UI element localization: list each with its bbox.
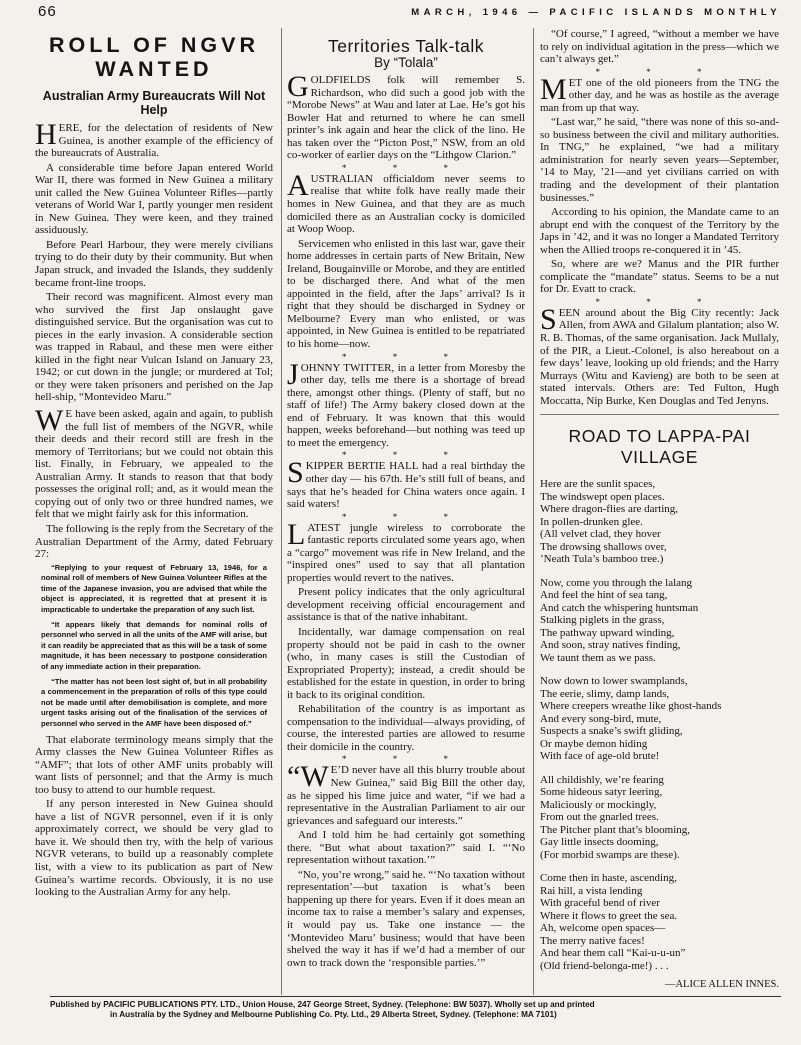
paragraph: AUSTRALIAN officialdom never seems to realise that white folk have really made their homes in New Guinea, and that they are as much domiciled there as an Australian cocky is domiciled at Woop Woop. (287, 168, 525, 236)
drop-cap: A (287, 168, 309, 202)
poem-author: —ALICE ALLEN INNES. (664, 979, 779, 991)
poem-line: Suspects a snake’s swift gliding, (540, 725, 683, 738)
poem-line: Gay little insects dooming, (540, 836, 659, 849)
paragraph: W E have been asked, again and again, to publish the full list of members of the NGVR, while their deeds and their record still are fresh in the memory of Territorians; but we could not obtain this list. Finally, in February, we appealed to the Australian Army. It stands to reason that that body possesses the original roll; and, as it would mean the copying out of only two or three hundred names, we felt that we might fairly ask for this information. (35, 404, 273, 521)
poem-line: Or maybe demon hiding (540, 737, 648, 750)
poem-line: Where creepers wreathe like ghost-hands (540, 700, 722, 713)
drop-cap: G (287, 70, 309, 104)
drop-cap: W (35, 404, 64, 438)
poem-line: We taunt them as we pass. (540, 651, 656, 664)
paragraph: LATEST jungle wireless to corroborate the fantastic reports circulated some years ago, when a “cargo” movement was rife in New Ireland, and the “inspired ones” used to say that all plantation properties would revert to the natives. (287, 517, 525, 584)
paragraph: That elaborate terminology means simply that the Army classes the New Guinea Volunteer Rifles as “AMF”; that lots of other AMF units probably will want lists of personnel; and that the Army is much too busy to attend to our humble request. (35, 733, 273, 796)
paragraph: “No, you’re wrong,” said he. “‘No taxation without representation’—but taxation is what’s been happening up there for years. Even if it does mean an income tax to raise a member’s salary and expenses, it would pay us. Take one instance — the ‘Montevideo Maru’ business; would that have been shelved the way it has if we’d had a member of our own to track down the ‘responsible parties.’” (287, 868, 525, 969)
poem-line: All childishly, we’re fearing (540, 773, 664, 786)
poem-line: Now down to lower swamplands, (540, 675, 688, 688)
column-3 (540, 28, 779, 992)
poem-line: Ah, welcome open spaces— (540, 922, 666, 935)
byline: By “Tolala” (374, 54, 438, 70)
page-number: 66 (38, 3, 57, 20)
drop-cap: S (287, 456, 304, 490)
poem-stanza (540, 675, 779, 763)
paragraph: MET one of the old pioneers from the TNG the other day, and he was as hostile as the average man from up that way. (540, 72, 779, 114)
column-2 (287, 28, 525, 971)
poem-line: Come then in haste, ascending, (540, 872, 677, 885)
poem-line: Stalking piglets in the grass, (540, 614, 665, 627)
paragraph: GOLDFIELDS folk will remember S. Richardson, who did such a good job with the “Morobe News” at Wau and later at Lae. He’s got his Bowler Hat and returned to where he can smell printer’s ink again and hear the click of the lino. He has taken over the “Picton Post,” NSW, from an old co-worker of earlier days on the “Lithgow Clarion.” (287, 70, 525, 162)
poem-title: ROAD TO LAPPA-PAI VILLAGE (540, 414, 779, 468)
paragraph: A considerable time before Japan entered World War II, there was formed in New Guinea a military unit called the New Guinea Volunteer Rifles—partly veterans of World War I, partly younger men resident in New Guinea. They were keen, and they trained assiduously. (35, 161, 273, 237)
paragraph: HERE, for the delectation of residents of New Guinea, is another example of the efficiency of the bureaucrats of Australia. (35, 118, 273, 160)
poem-line: And feel the hint of sea tang, (540, 589, 668, 602)
poem-line: (Old friend-belonga-me!) . . . (540, 959, 669, 972)
poem-line: The pathway upward winding, (540, 626, 675, 639)
paragraph: If any person interested in New Guinea should have a list of NGVR personnel, even if it is only approximately correct, we should be very glad to have it. We should then try, with the help of various NGVR veterans, to build up a reasonably complete list, with a view to its publication as part of New Guinea’s wartime records. Obviously, it is no use looking to the Australian Army for any help. (35, 798, 273, 899)
page-header (38, 3, 781, 23)
paragraph: “W E’D never have all this blurry trouble about New Guinea,” said Big Bill the other day, as he sipped his lime juice and water, “if we had a representative in the Australian Parliament to air our grievances and safeguard our interests.” (287, 760, 525, 827)
poem-line: In pollen-drunken glee. (540, 515, 643, 528)
paragraph: “Last war,” he said, “there was none of this so-and-so business between the civil and military authorities. In TNG,” he explained, “we had a military administration for nearly seven years—September, ’14 to May, ’21—and yet civilians carried on with trading and the development of their plantation businesses.” (540, 116, 779, 204)
army-reply-quote: “The matter has not been lost sight of, but in all probability a commencement in the preparation of rolls of this type could not be made until after demobilisation is complete, and more urgent tasks arising out of the finalisation of the services of personnel who served in the AMF have been disposed of.” (41, 676, 267, 728)
poem-line: The drowsing shallows over, (540, 540, 667, 553)
poem-stanza (540, 577, 779, 665)
section-divider: * * * (342, 754, 470, 765)
poem-line: (For morbid swamps are these). (540, 848, 680, 861)
section-divider: * * * (595, 66, 724, 77)
imprint-line: in Australia by the Sydney and Melbourne Publishing Co. Pty. Ltd., 29 Alberta Street, Sydney. (Telephone: MA 7101) (110, 1010, 557, 1019)
poem-line: Rai hill, a vista lending (540, 884, 643, 897)
column-title: Territories Talk-talk (327, 36, 485, 56)
poem-line: And catch the whispering huntsman (540, 601, 699, 614)
paragraph: Rehabilitation of the country is as important as compensation to the individual—always providing, of course, the interested parties are allowed to resume their domicile in the country. (287, 703, 525, 753)
army-reply-quote: “It appears likely that demands for nominal rolls of personnel who served in all the units of the AMF will arise, but it can readily be appreciated that as this will be a task of some magnitude, it has been necessary to postpone consideration of any immediate action in their preparation. (41, 619, 267, 671)
paragraph: Before Pearl Harbour, they were merely civilians trying to do their duty by their community. But when Japan struck, and invaded the Islands, they suddenly became front-line troops. (35, 238, 273, 289)
poem-line: With graceful bend of river (540, 897, 660, 910)
poem-line: And soon, stray natives finding, (540, 639, 681, 652)
drop-cap: M (540, 72, 567, 106)
poem-line: The eerie, slimy, damp lands, (540, 687, 670, 700)
drop-cap: “W (287, 760, 329, 794)
article-subheadline: Australian Army Bureaucrats Will Not Help (42, 89, 266, 117)
paragraph: And I told him he had certainly got something there. “But what about taxation?” said I. “‘No representation without taxation.’” (287, 829, 525, 867)
poem-line: Some hideous satyr leering, (540, 786, 663, 799)
column-rule (533, 28, 534, 995)
poem-line: The merry native faces! (540, 934, 645, 947)
section-divider: * * * (342, 450, 470, 461)
poem-stanza (540, 872, 779, 972)
section-divider: * * * (595, 296, 724, 307)
paragraph: Incidentally, war damage compensation on real property should not be paid in cash to the owner (who, in many cases is still the Custodian of Expropriated Property); instead, a credit should be established for the estate in question, in order to bring it back to its original condition. (287, 625, 525, 701)
paragraph: According to his opinion, the Mandate came to an abrupt end with the conquest of the Territory by the Japs in ’42, and it was no longer a Mandated Territory when the Allied troops re-conquered it in ’45. (540, 206, 779, 256)
poem-line: Where dragon-flies are darting, (540, 503, 679, 516)
poem (540, 478, 779, 992)
paragraph: Servicemen who enlisted in this last war, gave their home addresses in certain parts of New Britain, New Ireland, Bougainville or Morobe, and they are entitled to be discharged there. And what of the men appointed in the field, after the Japs’ arrival? Is it right that they should be discharged in Sydney or Melbourne? Every man who enlisted, or was appointed, in New Guinea is entitled to be repatriated to his home—now. (287, 237, 525, 351)
army-reply-quote: “Replying to your request of February 13, 1946, for a nominal roll of members of New Guinea Volunteer Rifles at the time of the Japanese invasion, you are advised that while the object is appreciated, it is regretted that at present it is impracticable to undertake the preparation of any such list. (41, 562, 267, 614)
drop-cap: H (35, 118, 57, 151)
poem-line: And hear them call “Kai-u-u-un” (540, 947, 686, 960)
column-rule (281, 28, 282, 995)
section-divider: * * * (342, 162, 470, 173)
poem-line: The windswept open places. (540, 490, 665, 503)
paragraph: Their record was magnificent. Almost every man who survived the first Jap onslaught gave distinguished service. But the organisation was cut to pieces in the early invasion. A considerable section was trapped in Rabaul, and these men were either killed in the fight near Vulcan Island on January 23, 1942; or cut down in the jungle; or murdered at Tol; or they were taken prisoners and perished on the Jap hell-ship, “Montevideo Maru.” (35, 291, 273, 404)
poem-line: Now, come you through the lalang (540, 576, 693, 589)
poem-line: Where it flows to greet the sea. (540, 909, 678, 922)
poem-line: Here are the sunlit spaces, (540, 478, 656, 491)
column-1 (35, 28, 273, 901)
poem-line: (All velvet clad, they hover (540, 528, 661, 541)
poem-stanza (540, 774, 779, 862)
poem-line: With face of age-old brute! (540, 750, 660, 763)
section-divider: * * * (342, 511, 470, 522)
drop-cap: L (287, 517, 306, 551)
publisher-imprint (50, 996, 781, 1020)
poem-line: From out the gnarled trees. (540, 811, 659, 824)
paragraph: So, where are we? Manus and the PIR further complicate the “mandate” status. Seems to be a nut for Dr. Evatt to crack. (540, 258, 779, 296)
poem-line: ’Neath Tula’s bamboo tree.) (540, 553, 664, 566)
section-divider: * * * (342, 351, 470, 362)
drop-cap: S (540, 302, 557, 336)
paragraph: JOHNNY TWITTER, in a letter from Moresby the other day, tells me there is a shortage of bread there, amongst other things. (Plenty of staff, but no staff of life!) The Army bakery closed down at the end of February. It was known that this would happen, weeks beforehand—but nothing was teed up to meet the emergency. (287, 357, 525, 449)
paragraph: SKIPPER BERTIE HALL had a real birthday the other day — his 67th. He’s still full of beans, and says that he’s headed for China waters once again. I said waters! (287, 456, 525, 511)
poem-stanza (540, 478, 779, 566)
poem-line: The Pitcher plant that’s blooming, (540, 823, 691, 836)
paragraph: “Of course,” I agreed, “without a member we have to rely on individual agitation in the press—which we can’t always get.” (540, 28, 779, 66)
poem-line: Maliciously or mockingly, (540, 798, 657, 811)
paragraph: Present policy indicates that the only agricultural development receiving official encouragement and assistance is that of the native inhabitant. (287, 586, 525, 624)
paragraph: The following is the reply from the Secretary of the Australian Department of the Army, dated February 27: (35, 522, 273, 561)
drop-cap: J (287, 357, 299, 391)
article-headline: ROLL OF NGVR WANTED (48, 33, 260, 81)
paragraph: SEEN around about the Big City recently: Jack Allen, from AWA and Gilalum plantation; also W. R. B. Thomas, of the same organisation. Jack Mullaly, of the PIR, a Lieut.-Colonel, is also hereabout on a few days’ leave, looking up old friends; and the Harry Murrays (Witu and Kavieng) are both to be seen at stated intervals. Others are: Ted Fulton, Hugh Moccatta, Nip Burke, Ken Douglas and Ted Jenyns. (540, 302, 779, 407)
imprint-line: Published by PACIFIC PUBLICATIONS PTY. LTD., Union House, 247 George Street, Sydney. (Telephone: BW 5037). Wholly set up and printed (50, 1000, 595, 1009)
running-title: MARCH, 1946 — PACIFIC ISLANDS MONTHLY (411, 7, 781, 18)
poem-line: And every song-bird, mute, (540, 712, 662, 725)
